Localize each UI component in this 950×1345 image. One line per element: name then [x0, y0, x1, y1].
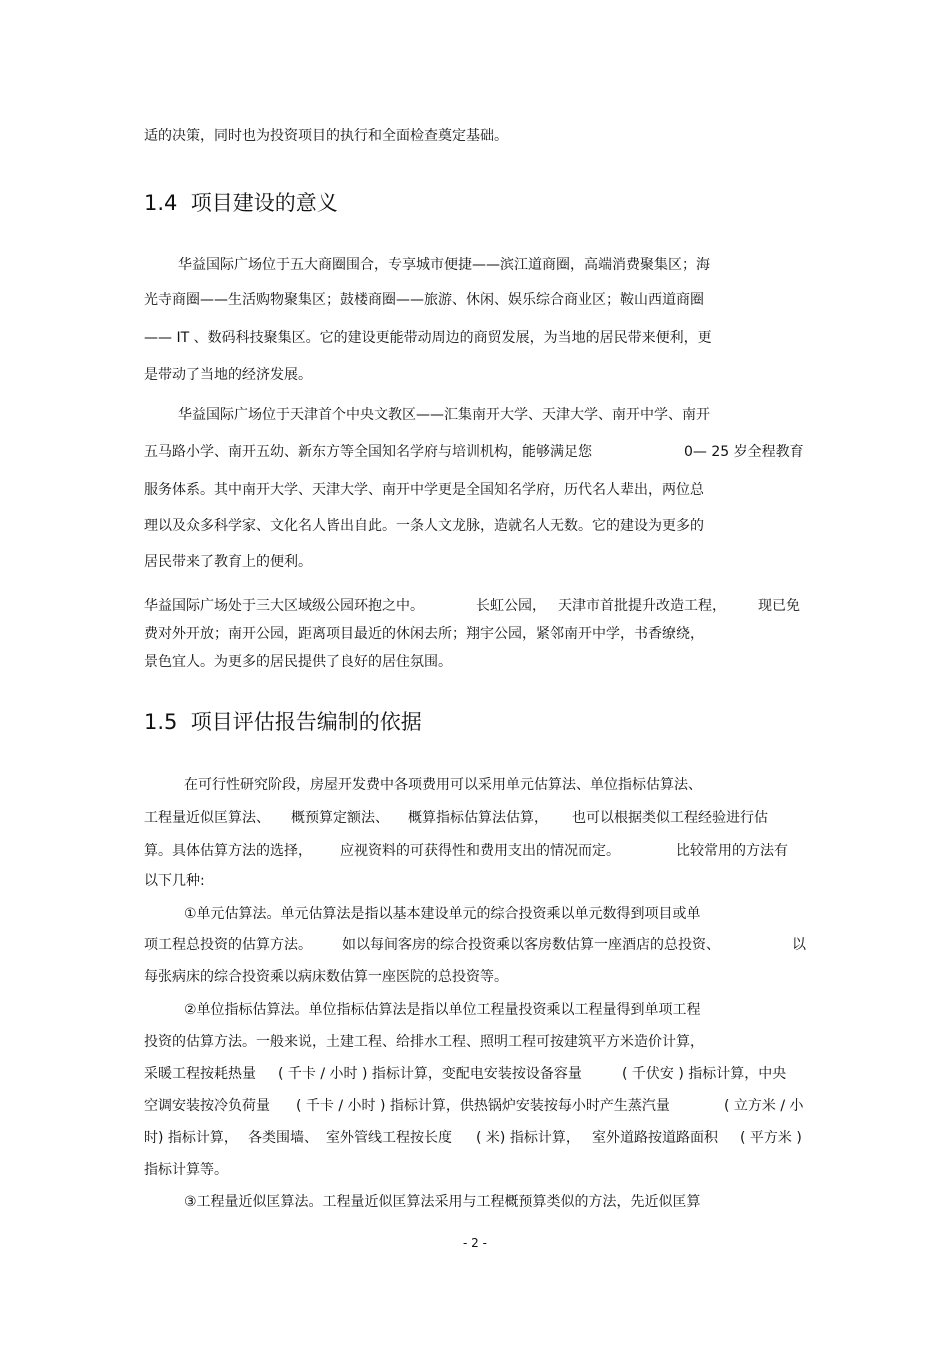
paragraph-line: 景色宜人。为更多的居民提供了良好的居住氛围。 [144, 654, 452, 670]
paragraph-line: 比较常用的方法有 [676, 843, 788, 859]
paragraph-line: 华益国际广场位于五大商圈围合，专享城市便捷——滨江道商圈，高端消费聚集区；海 [178, 257, 710, 273]
paragraph-line: 项工程总投资的估算方法。 [144, 937, 312, 953]
paragraph-line: 理以及众多科学家、文化名人皆出自此。一条人文龙脉，造就名人无数。它的建设为更多的 [144, 518, 704, 534]
paragraph-line: 是带动了当地的经济发展。 [144, 367, 312, 383]
page-number: - 2 - [463, 1236, 487, 1250]
paragraph-line: 时) 指标计算， [144, 1130, 238, 1146]
intro-tail: 适的决策，同时也为投资项目的执行和全面检查奠定基础。 [144, 128, 508, 144]
section-heading-1-4: 1.4 项目建设的意义 [144, 191, 338, 215]
paragraph-line: 以下几种: [144, 873, 205, 889]
paragraph-line: 华益国际广场处于三大区域级公园环抱之中。 [144, 598, 424, 614]
paragraph-line: 应视资料的可获得性和费用支出的情况而定。 [340, 843, 620, 859]
paragraph-line: ①单元估算法。单元估算法是指以基本建设单元的综合投资乘以单元数得到项目或单 [184, 906, 701, 922]
paragraph-line: ( 千卡 / 小时 ) 指标计算，变配电安装按设备容量 [278, 1066, 582, 1082]
paragraph-line: 工程量近似匡算法、 [144, 810, 270, 826]
paragraph-line: 以 [792, 937, 806, 953]
paragraph-line: 也可以根据类似工程经验进行估 [572, 810, 768, 826]
paragraph-line: 长虹公园， [476, 598, 546, 614]
paragraph-line: 室外管线工程按长度 [326, 1130, 452, 1146]
paragraph-line: 每张病床的综合投资乘以病床数估算一座医院的总投资等。 [144, 969, 508, 985]
paragraph-line: 如以每间客房的综合投资乘以客房数估算一座酒店的总投资、 [342, 937, 720, 953]
paragraph-line: ( 立方米 / 小 [724, 1098, 804, 1114]
section-heading-1-5: 1.5 项目评估报告编制的依据 [144, 710, 422, 734]
paragraph-line: 空调安装按冷负荷量 [144, 1098, 270, 1114]
paragraph-line: 指标计算等。 [144, 1162, 228, 1178]
paragraph-line: 华益国际广场位于天津首个中央文教区——汇集南开大学、天津大学、南开中学、南开 [178, 407, 710, 423]
paragraph-line: 五马路小学、南开五幼、新东方等全国知名学府与培训机构，能够满足您 [144, 444, 592, 460]
paragraph-line: 概算指标估算法估算， [408, 810, 548, 826]
paragraph-line: 光寺商圈——生活购物聚集区；鼓楼商圈——旅游、休闲、娱乐综合商业区；鞍山西道商圈 [144, 292, 704, 308]
paragraph-line: 服务体系。其中南开大学、天津大学、南开中学更是全国知名学府，历代名人辈出，两位总 [144, 482, 704, 498]
paragraph-line: 概预算定额法、 [291, 810, 389, 826]
paragraph-line: 算。具体估算方法的选择， [144, 843, 312, 859]
paragraph-line: ( 平方米 ) [740, 1130, 802, 1146]
paragraph-line: 投资的估算方法。一般来说，土建工程、给排水工程、照明工程可按建筑平方米造价计算， [144, 1034, 704, 1050]
paragraph-line: 0— 25 岁全程教育 [684, 444, 804, 460]
paragraph-line: 各类围墙、 [248, 1130, 318, 1146]
paragraph-line: ( 米) 指标计算， [476, 1130, 580, 1146]
paragraph-line: 在可行性研究阶段，房屋开发费中各项费用可以采用单元估算法、单位指标估算法、 [184, 777, 702, 793]
paragraph-line: 采暖工程按耗热量 [144, 1066, 256, 1082]
paragraph-line: —— IT 、数码科技聚集区。它的建设更能带动周边的商贸发展，为当地的居民带来便利，更 [144, 330, 712, 346]
paragraph-line: 现已免 [758, 598, 800, 614]
paragraph-line: 居民带来了教育上的便利。 [144, 554, 312, 570]
paragraph-line: ( 千卡 / 小时 ) 指标计算，供热锅炉安装按每小时产生蒸汽量 [296, 1098, 670, 1114]
paragraph-line: 天津市首批提升改造工程， [558, 598, 726, 614]
paragraph-line: ②单位指标估算法。单位指标估算法是指以单位工程量投资乘以工程量得到单项工程 [184, 1002, 701, 1018]
paragraph-line: 费对外开放；南开公园，距离项目最近的休闲去所；翔宇公园，紧邻南开中学，书香缭绕， [144, 626, 704, 642]
paragraph-line: 室外道路按道路面积 [592, 1130, 718, 1146]
paragraph-line: ③工程量近似匡算法。工程量近似匡算法采用与工程概预算类似的方法，先近似匡算 [184, 1194, 701, 1210]
paragraph-line: ( 千伏安 ) 指标计算，中央 [622, 1066, 787, 1082]
